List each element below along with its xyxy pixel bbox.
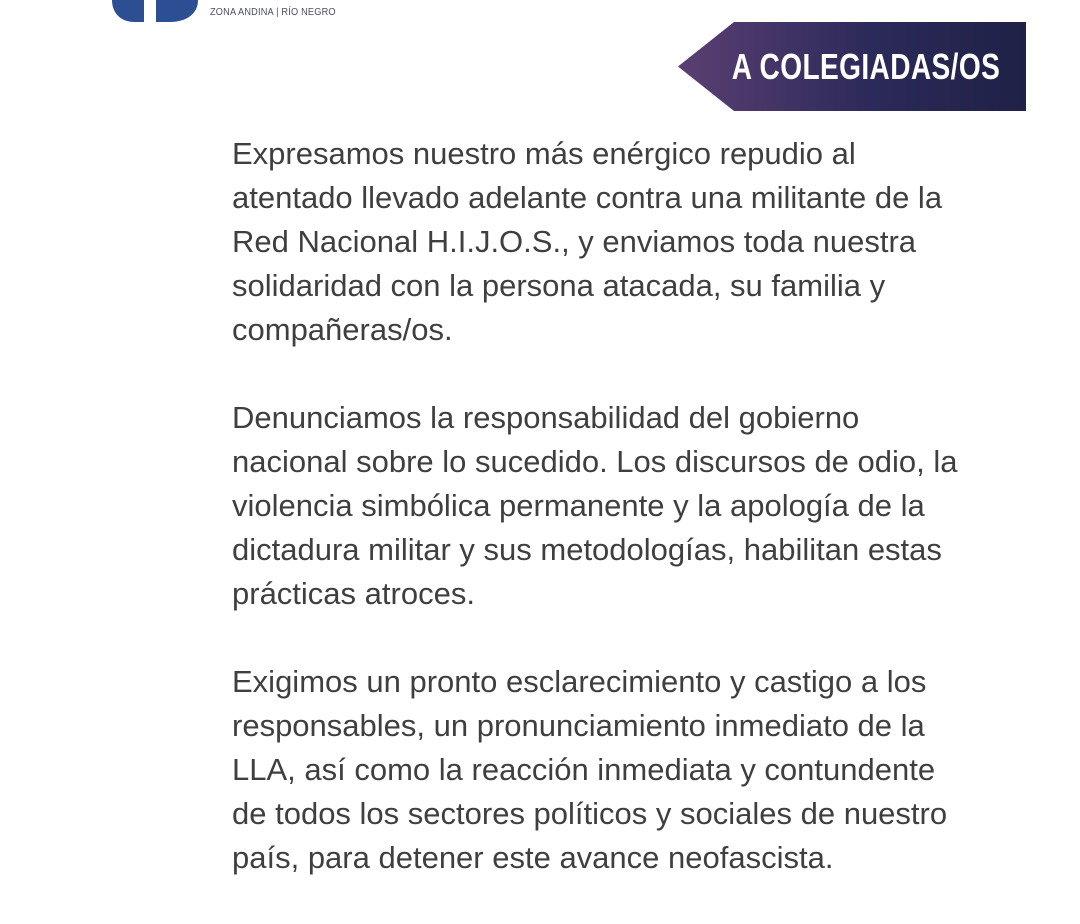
organization-logo xyxy=(108,0,348,26)
statement-body xyxy=(232,132,1032,924)
logo-subtitle: ZONA ANDINA | RÍO NEGRO xyxy=(210,7,336,18)
logo-mark-icon xyxy=(108,0,208,26)
paragraph-repudio: Expresamos nuestro más enérgico repudio al atentado llevado adelante contra una militante de la Red Nacional H.I.J.O.S., y enviamos toda nuestra solidaridad con la persona atacada, su familia y compañeras/os. xyxy=(232,136,943,347)
banner-label: A COLEGIADAS/OS xyxy=(731,46,1000,87)
paragraph-denuncia: Denunciamos la responsabilidad del gobierno nacional sobre lo sucedido. Los discursos de odio, la violencia simbólica permanente y la apología de la dictadura militar y sus metodologías, habilitan estas prácticas atroces. xyxy=(232,400,958,611)
paragraph-exigencia: Exigimos un pronto esclarecimiento y castigo a los responsables, un pronunciamiento inmediato de la LLA, así como la reacción inmediata y contundente de todos los sectores políticos y sociales de nuestro país, para detener este avance neofascista. xyxy=(232,664,948,875)
audience-banner xyxy=(678,22,1026,111)
